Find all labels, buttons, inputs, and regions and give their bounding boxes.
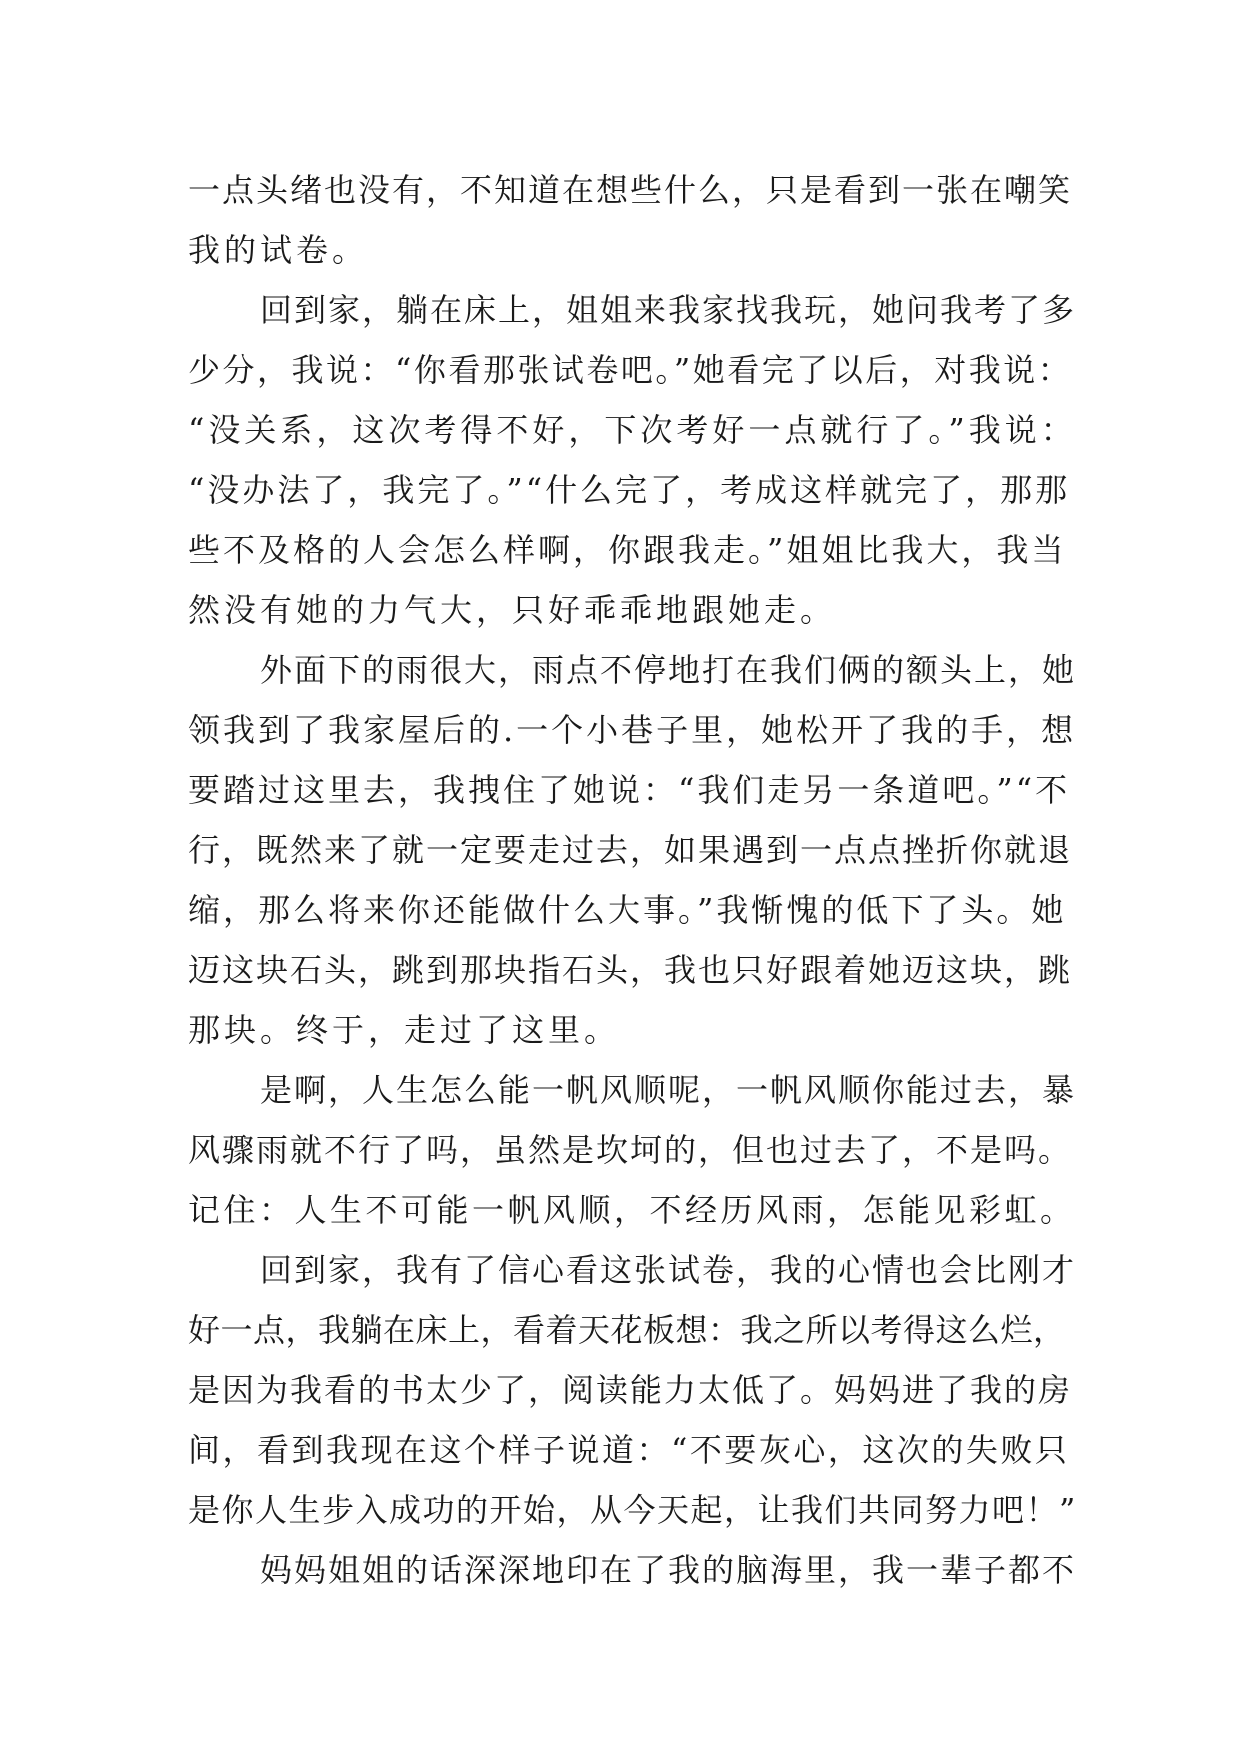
text-line: 领我到了我家屋后的.一个小巷子里，她松开了我的手，想	[188, 711, 1077, 749]
text-line: 然没有她的力气大，只好乖乖地跟她走。	[188, 591, 837, 629]
text-line: 妈妈姐姐的话深深地印在了我的脑海里，我一辈子都不	[260, 1551, 1077, 1589]
text-line: “没关系，这次考得不好，下次考好一点就行了。”我说：	[188, 411, 1077, 449]
text-line: 回到家，我有了信心看这张试卷，我的心情也会比刚才	[260, 1251, 1077, 1289]
text-line: 回到家，躺在床上，姐姐来我家找我玩，她问我考了多	[260, 291, 1077, 329]
text-line: 是你人生步入成功的开始，从今天起，让我们共同努力吧！”	[188, 1491, 1077, 1529]
text-line: 那块。终于，走过了这里。	[188, 1011, 621, 1049]
text-line: 间，看到我现在这个样子说道：“不要灰心，这次的失败只	[188, 1431, 1070, 1469]
text-line: 一点头绪也没有，不知道在想些什么，只是看到一张在嘲笑	[188, 171, 1073, 209]
text-line: “没办法了，我完了。”“什么完了，考成这样就完了，那那	[188, 471, 1071, 509]
text-line: 风骤雨就不行了吗，虽然是坎坷的，但也过去了，不是吗。	[188, 1131, 1073, 1169]
text-line: 行，既然来了就一定要走过去，如果遇到一点点挫折你就退	[188, 831, 1073, 869]
text-line: 迈这块石头，跳到那块指石头，我也只好跟着她迈这块，跳	[188, 951, 1073, 989]
text-line: 记住：人生不可能一帆风顺，不经历风雨，怎能见彩虹。	[188, 1191, 1076, 1229]
text-line: 好一点，我躺在床上，看着天花板想：我之所以考得这么烂，	[188, 1311, 1066, 1349]
text-line: 缩，那么将来你还能做什么大事。”我惭愧的低下了头。她	[188, 891, 1067, 929]
text-line: 我的试卷。	[188, 231, 369, 269]
text-line: 是啊，人生怎么能一帆风顺呢，一帆风顺你能过去，暴	[260, 1071, 1077, 1109]
text-line: 要踏过这里去，我拽住了她说：“我们走另一条道吧。”“不	[188, 771, 1071, 809]
document-body-text	[188, 160, 1077, 1600]
text-line: 少分，我说：“你看那张试卷吧。”她看完了以后，对我说：	[188, 351, 1073, 389]
text-line: 外面下的雨很大，雨点不停地打在我们俩的额头上，她	[260, 651, 1077, 689]
text-line: 是因为我看的书太少了，阅读能力太低了。妈妈进了我的房	[188, 1371, 1073, 1409]
text-line: 些不及格的人会怎么样啊，你跟我走。”姐姐比我大，我当	[188, 531, 1067, 569]
